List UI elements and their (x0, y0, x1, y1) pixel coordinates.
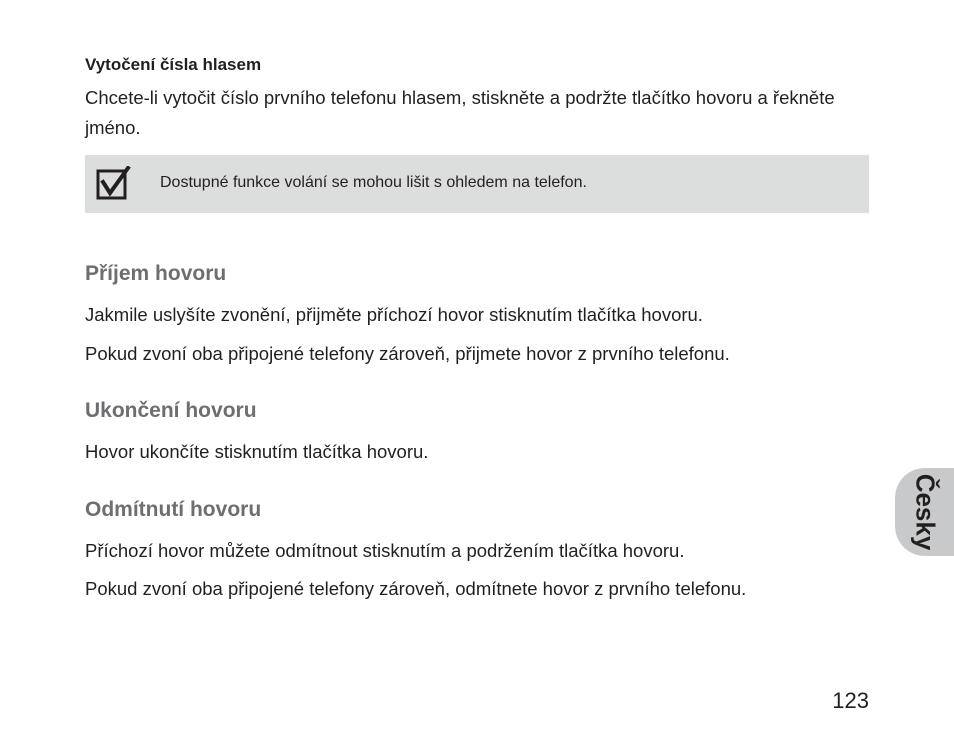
reject-call-paragraph: Pokud zvoní oba připojené telefony zároveň, odmítnete hovor z prvního telefonu. (85, 578, 747, 599)
answer-call-paragraph: Pokud zvoní oba připojené telefony zároveň, přijmete hovor z prvního telefonu. (85, 343, 730, 364)
end-call-paragraph: Hovor ukončíte stisknutím tlačítka hovoru. (85, 441, 429, 462)
checkbox-check-icon (95, 166, 131, 202)
end-call-heading: Ukončení hovoru (85, 399, 257, 422)
reject-call-heading: Odmítnutí hovoru (85, 498, 262, 521)
note-box (85, 155, 869, 213)
language-tab (895, 468, 954, 556)
reject-call-paragraph: Příchozí hovor můžete odmítnout stisknutím a podržením tlačítka hovoru. (85, 540, 685, 561)
page-number: 123 (832, 688, 869, 713)
answer-call-heading: Příjem hovoru (85, 262, 227, 285)
language-tab-label: Česky (910, 473, 940, 551)
answer-call-paragraph: Jakmile uslyšíte zvonění, přijměte příchozí hovor stisknutím tlačítka hovoru. (85, 304, 703, 325)
note-text: Dostupné funkce volání se mohou lišit s ohledem na telefon. (160, 174, 587, 191)
dial-by-voice-text: Chcete-li vytočit číslo prvního telefonu hlasem, stiskněte a podržte tlačítko hovoru a řekněte jméno. (85, 87, 835, 138)
dial-by-voice-title: Vytočení čísla hlasem (85, 55, 262, 74)
